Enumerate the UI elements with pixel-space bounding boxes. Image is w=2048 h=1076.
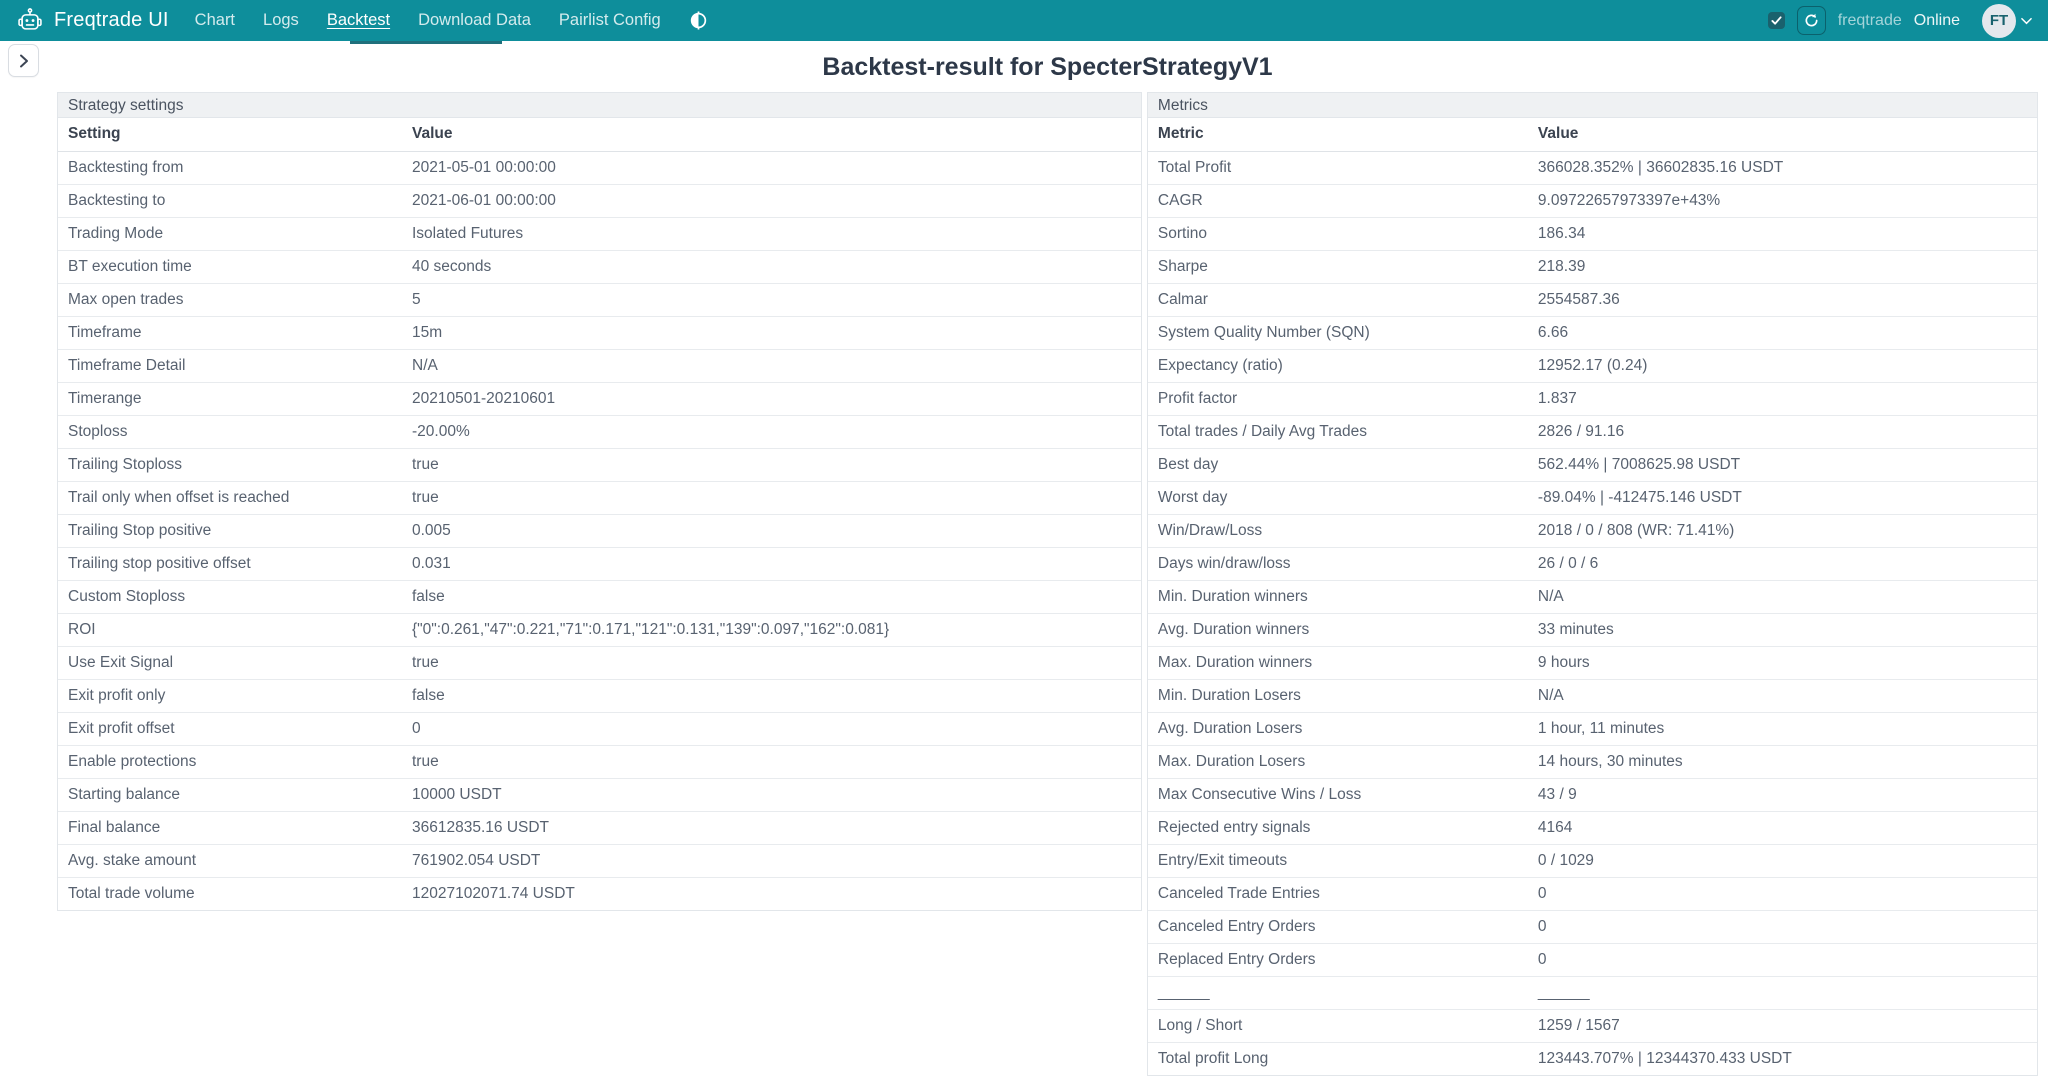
brand-title: Freqtrade UI — [54, 9, 169, 31]
table-cell: Best day — [1148, 448, 1528, 481]
table-cell: ______ — [1148, 976, 1528, 1009]
table-row — [1148, 877, 2037, 910]
table-cell: Trailing Stop positive — [58, 514, 402, 547]
table-cell: 6.66 — [1528, 316, 2037, 349]
table-cell: Starting balance — [58, 778, 402, 811]
freqtrade-robot-logo-icon — [16, 7, 44, 35]
table-cell: 4164 — [1528, 811, 2037, 844]
table-cell: Isolated Futures — [402, 217, 1141, 250]
table-cell: ROI — [58, 613, 402, 646]
table-row — [1148, 580, 2037, 613]
table-row — [58, 778, 1141, 811]
bot-name: freqtrade — [1837, 11, 1902, 29]
nav-active-indicator — [350, 41, 502, 44]
table-cell: Replaced Entry Orders — [1148, 943, 1528, 976]
table-cell: N/A — [402, 349, 1141, 382]
table-row — [1148, 349, 2037, 382]
metrics-card-title: Metrics — [1148, 93, 2037, 118]
table-row — [58, 712, 1141, 745]
table-row — [58, 250, 1141, 283]
table-cell: Sharpe — [1148, 250, 1528, 283]
table-cell: Total profit Long — [1148, 1042, 1528, 1075]
theme-toggle-icon[interactable] — [689, 11, 708, 30]
table-row — [1148, 1009, 2037, 1042]
table-cell: N/A — [1528, 580, 2037, 613]
table-cell: 10000 USDT — [402, 778, 1141, 811]
table-row — [58, 481, 1141, 514]
table-cell: -89.04% | -412475.146 USDT — [1528, 481, 2037, 514]
nav-item-download-data[interactable]: Download Data — [418, 11, 531, 29]
nav-item-pairlist-config[interactable]: Pairlist Config — [558, 11, 661, 29]
table-cell: {"0":0.261,"47":0.221,"71":0.171,"121":0.131,"139":0.097,"162":0.081} — [402, 613, 1141, 646]
table-header-row — [1148, 118, 2037, 151]
strategy-settings-table — [58, 118, 1141, 910]
table-cell: Expectancy (ratio) — [1148, 349, 1528, 382]
table-row — [58, 745, 1141, 778]
table-cell: System Quality Number (SQN) — [1148, 316, 1528, 349]
table-row — [58, 844, 1141, 877]
table-row — [58, 184, 1141, 217]
table-cell: 2018 / 0 / 808 (WR: 71.41%) — [1528, 514, 2037, 547]
table-cell: 9 hours — [1528, 646, 2037, 679]
table-row — [1148, 712, 2037, 745]
nav-item-logs[interactable]: Logs — [263, 11, 299, 29]
table-cell: true — [402, 745, 1141, 778]
table-cell: Backtesting from — [68, 158, 184, 176]
table-cell: 2826 / 91.16 — [1528, 415, 2037, 448]
table-cell: 15m — [402, 316, 1141, 349]
table-row — [1148, 514, 2037, 547]
chevron-right-icon — [19, 54, 29, 68]
table-row — [58, 415, 1141, 448]
table-cell: false — [402, 679, 1141, 712]
table-cell: false — [402, 580, 1141, 613]
avatar[interactable]: FT — [1982, 4, 2016, 38]
table-cell: true — [402, 646, 1141, 679]
strategy-settings-card — [57, 92, 1142, 911]
table-cell: 9.09722657973397e+43% — [1528, 184, 2037, 217]
table-cell: Min. Duration winners — [1148, 580, 1528, 613]
table-cell: Calmar — [1148, 283, 1528, 316]
table-cell: 33 minutes — [1528, 613, 2037, 646]
table-cell: CAGR — [1148, 184, 1528, 217]
table-cell: Trailing stop positive offset — [58, 547, 402, 580]
table-cell: Long / Short — [1148, 1009, 1528, 1042]
table-cell: Min. Duration Losers — [1148, 679, 1528, 712]
table-cell: Entry/Exit timeouts — [1148, 844, 1528, 877]
table-cell: 14 hours, 30 minutes — [1528, 745, 2037, 778]
strategy-settings-card-title: Strategy settings — [58, 93, 1141, 118]
table-row — [58, 448, 1141, 481]
table-cell: Enable protections — [58, 745, 402, 778]
table-cell: 0.031 — [402, 547, 1141, 580]
table-cell: 0 / 1029 — [1528, 844, 2037, 877]
table-cell: Win/Draw/Loss — [1148, 514, 1528, 547]
table-cell: Backtesting to — [58, 184, 402, 217]
table-row — [58, 349, 1141, 382]
table-row — [1148, 778, 2037, 811]
table-row — [1148, 547, 2037, 580]
table-row — [58, 514, 1141, 547]
table-cell: Total trade volume — [58, 877, 402, 910]
table-cell: 186.34 — [1528, 217, 2037, 250]
table-row — [58, 613, 1141, 646]
table-cell: 20210501-20210601 — [402, 382, 1141, 415]
table-cell: 761902.054 USDT — [402, 844, 1141, 877]
table-cell: true — [402, 448, 1141, 481]
table-cell: 0.005 — [402, 514, 1141, 547]
table-cell: 0 — [1528, 943, 2037, 976]
table-row — [58, 679, 1141, 712]
table-row — [1148, 613, 2037, 646]
table-cell: Final balance — [58, 811, 402, 844]
table-cell: Avg. Duration Losers — [1148, 712, 1528, 745]
table-row — [1148, 745, 2037, 778]
brand[interactable] — [16, 7, 169, 35]
table-cell: Days win/draw/loss — [1148, 547, 1528, 580]
sidebar-expand-button[interactable] — [8, 44, 39, 77]
table-cell: 5 — [402, 283, 1141, 316]
table-cell: 0 — [1528, 877, 2037, 910]
table-cell: true — [402, 481, 1141, 514]
column-header-value: Value — [1528, 118, 2037, 151]
table-cell: 43 / 9 — [1528, 778, 2037, 811]
navbar-right — [1768, 4, 2032, 38]
table-cell: Max. Duration Losers — [1148, 745, 1528, 778]
table-cell: Avg. stake amount — [58, 844, 402, 877]
table-row — [1148, 250, 2037, 283]
bot-status: Online — [1913, 11, 1960, 29]
table-row — [1148, 943, 2037, 976]
table-cell: 2021-06-01 00:00:00 — [402, 184, 1141, 217]
table-row — [58, 316, 1141, 349]
table-row — [1148, 415, 2037, 448]
table-cell: -20.00% — [402, 415, 1141, 448]
table-row — [58, 646, 1141, 679]
nav-item-backtest[interactable]: Backtest — [326, 11, 391, 29]
table-cell: Trail only when offset is reached — [58, 481, 402, 514]
table-row — [1148, 646, 2037, 679]
table-row — [58, 151, 1141, 184]
table-cell: Stoploss — [58, 415, 402, 448]
page-title: Backtest-result for SpecterStrategyV1 — [822, 53, 1273, 81]
metrics-card — [1147, 92, 2038, 1076]
table-row — [1148, 316, 2037, 349]
table-cell: 1.837 — [1528, 382, 2037, 415]
table-cell: ______ — [1528, 976, 2037, 1009]
table-cell: 0 — [1528, 910, 2037, 943]
table-cell: Rejected entry signals — [1148, 811, 1528, 844]
table-cell: Timeframe — [58, 316, 402, 349]
chevron-down-icon — [2021, 17, 2032, 25]
table-cell: Use Exit Signal — [58, 646, 402, 679]
table-cell: 12027102071.74 USDT — [402, 877, 1141, 910]
table-cell: 2554587.36 — [1528, 283, 2037, 316]
navbar — [0, 0, 2048, 41]
table-cell: Max Consecutive Wins / Loss — [1148, 778, 1528, 811]
table-row — [58, 547, 1141, 580]
table-cell: 123443.707% | 12344370.433 USDT — [1528, 1042, 2037, 1075]
table-cell: Canceled Trade Entries — [1148, 877, 1528, 910]
nav-item-chart[interactable]: Chart — [194, 11, 236, 29]
table-cell: Trailing Stoploss — [58, 448, 402, 481]
table-cell: 562.44% | 7008625.98 USDT — [1528, 448, 2037, 481]
table-cell: 366028.352% | 36602835.16 USDT — [1537, 158, 1784, 176]
table-cell: N/A — [1528, 679, 2037, 712]
table-cell: Canceled Entry Orders — [1148, 910, 1528, 943]
table-cell: Exit profit offset — [58, 712, 402, 745]
table-row — [1148, 679, 2037, 712]
table-cell: Sortino — [1148, 217, 1528, 250]
table-cell: 2021-05-01 00:00:00 — [412, 158, 556, 176]
table-row — [58, 382, 1141, 415]
column-header-setting: Setting — [58, 118, 402, 151]
table-cell: 40 seconds — [402, 250, 1141, 283]
table-row — [1148, 910, 2037, 943]
table-row — [1148, 448, 2037, 481]
table-header-row — [58, 118, 1141, 151]
table-cell: 26 / 0 / 6 — [1528, 547, 2037, 580]
table-row — [1148, 151, 2037, 184]
reload-button[interactable] — [1797, 6, 1826, 35]
table-cell: Profit factor — [1148, 382, 1528, 415]
table-cell: Worst day — [1148, 481, 1528, 514]
table-row — [58, 283, 1141, 316]
table-row — [1148, 481, 2037, 514]
table-cell: 1 hour, 11 minutes — [1528, 712, 2037, 745]
table-cell: Custom Stoploss — [58, 580, 402, 613]
table-cell: Trading Mode — [58, 217, 402, 250]
table-row — [58, 877, 1141, 910]
nav-links — [195, 11, 661, 30]
table-cell: Max open trades — [58, 283, 402, 316]
column-header-metric: Metric — [1148, 118, 1528, 151]
table-row — [58, 811, 1141, 844]
table-cell: Max. Duration winners — [1148, 646, 1528, 679]
table-row — [58, 217, 1141, 250]
table-cell: BT execution time — [58, 250, 402, 283]
backtest-result-panels — [0, 92, 2048, 1076]
table-cell: Timeframe Detail — [58, 349, 402, 382]
table-row — [1148, 976, 2037, 1009]
table-row — [1148, 217, 2037, 250]
table-row — [58, 580, 1141, 613]
table-row — [1148, 283, 2037, 316]
table-cell: 1259 / 1567 — [1528, 1009, 2037, 1042]
table-cell: 36612835.16 USDT — [402, 811, 1141, 844]
table-cell: Timerange — [58, 382, 402, 415]
column-header-value: Value — [402, 118, 1141, 151]
table-cell: Total trades / Daily Avg Trades — [1148, 415, 1528, 448]
table-row — [1148, 382, 2037, 415]
table-cell: 218.39 — [1528, 250, 2037, 283]
metrics-table — [1148, 118, 2037, 1075]
auto-refresh-checkbox[interactable] — [1768, 12, 1785, 29]
table-cell: Avg. Duration winners — [1148, 613, 1528, 646]
table-cell: Exit profit only — [58, 679, 402, 712]
table-cell: Total Profit — [1157, 158, 1232, 176]
table-row — [1148, 184, 2037, 217]
table-cell: 0 — [402, 712, 1141, 745]
table-row — [1148, 844, 2037, 877]
table-cell: 12952.17 (0.24) — [1528, 349, 2037, 382]
table-row — [1148, 1042, 2037, 1075]
table-row — [1148, 811, 2037, 844]
user-menu[interactable] — [1982, 4, 2032, 38]
